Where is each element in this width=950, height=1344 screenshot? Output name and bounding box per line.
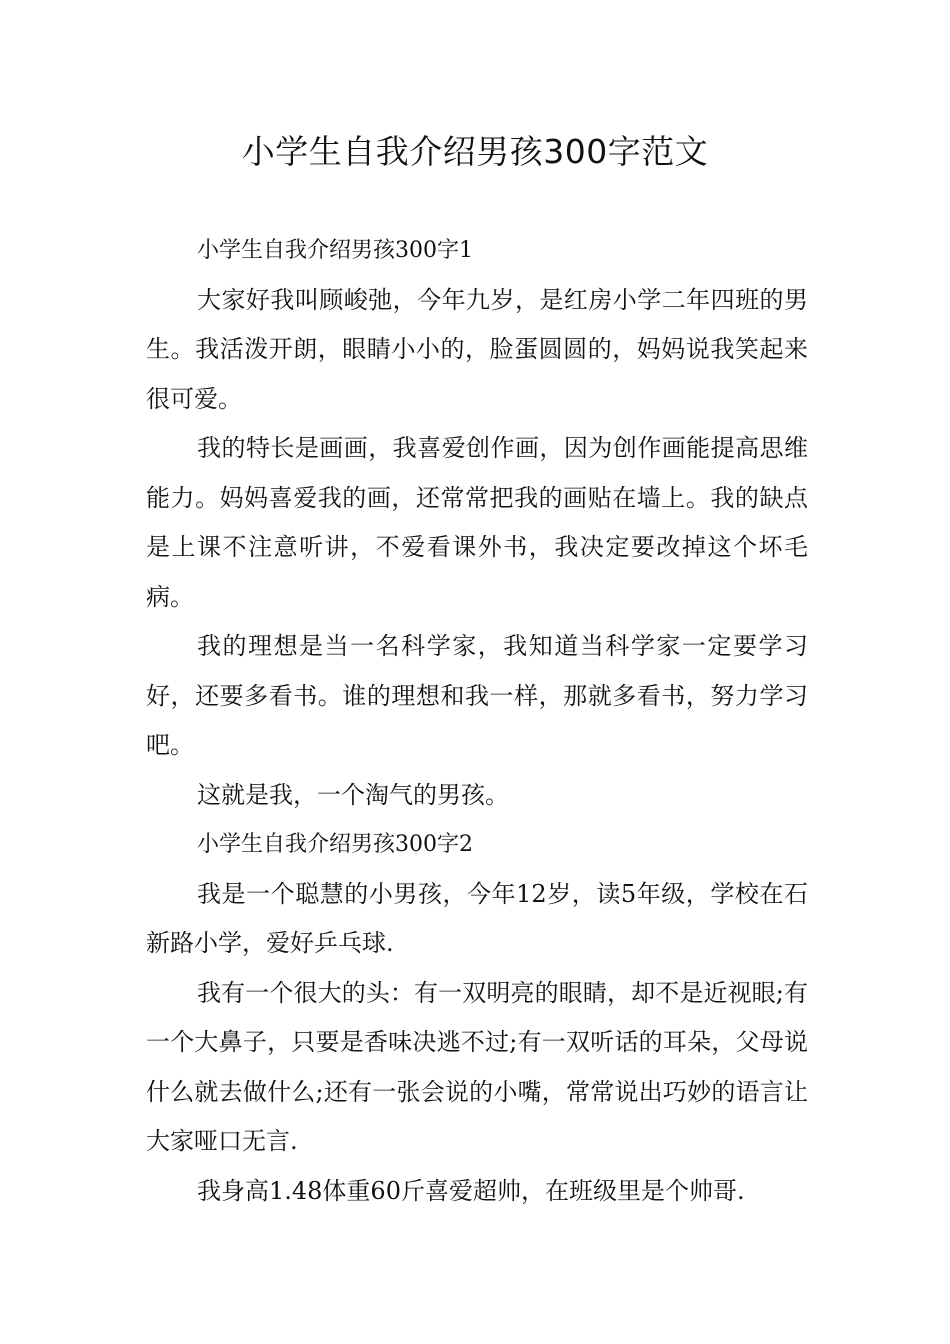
paragraph: 大家好我叫顾峻弛，今年九岁，是红房小学二年四班的男生。我活泼开朗，眼睛小小的，脸蛋圆圆的，妈妈说我笑起来很可爱。	[146, 285, 808, 413]
paragraph: 我是一个聪慧的小男孩，今年12岁，读5年级，学校在石新路小学，爱好乒乓球.	[146, 879, 808, 957]
paragraph: 我的理想是当一名科学家，我知道当科学家一定要学习好，还要多看书。谁的理想和我一样，那就多看书，努力学习吧。	[146, 632, 808, 759]
paragraph: 我身高1.48体重60斤喜爱超帅，在班级里是个帅哥.	[197, 1176, 745, 1205]
document-body	[146, 226, 808, 1216]
document-title: 小学生自我介绍男孩300字范文	[241, 132, 709, 171]
paragraph: 我的特长是画画，我喜爱创作画，因为创作画能提高思维能力。妈妈喜爱我的画，还常常把我的画贴在墙上。我的缺点是上课不注意听讲，不爱看课外书，我决定要改掉这个坏毛病。	[146, 434, 808, 611]
section-heading: 小学生自我介绍男孩300字2	[197, 832, 473, 857]
paragraph: 我有一个很大的头：有一双明亮的眼睛，却不是近视眼;有一个大鼻子，只要是香味决逃不过;有一双听话的耳朵，父母说什么就去做什么;还有一张会说的小嘴，常常说出巧妙的语言让大家哑口无言.	[146, 978, 808, 1155]
paragraph: 这就是我，一个淘气的男孩。	[197, 780, 509, 809]
section-heading: 小学生自我介绍男孩300字1	[197, 238, 473, 263]
